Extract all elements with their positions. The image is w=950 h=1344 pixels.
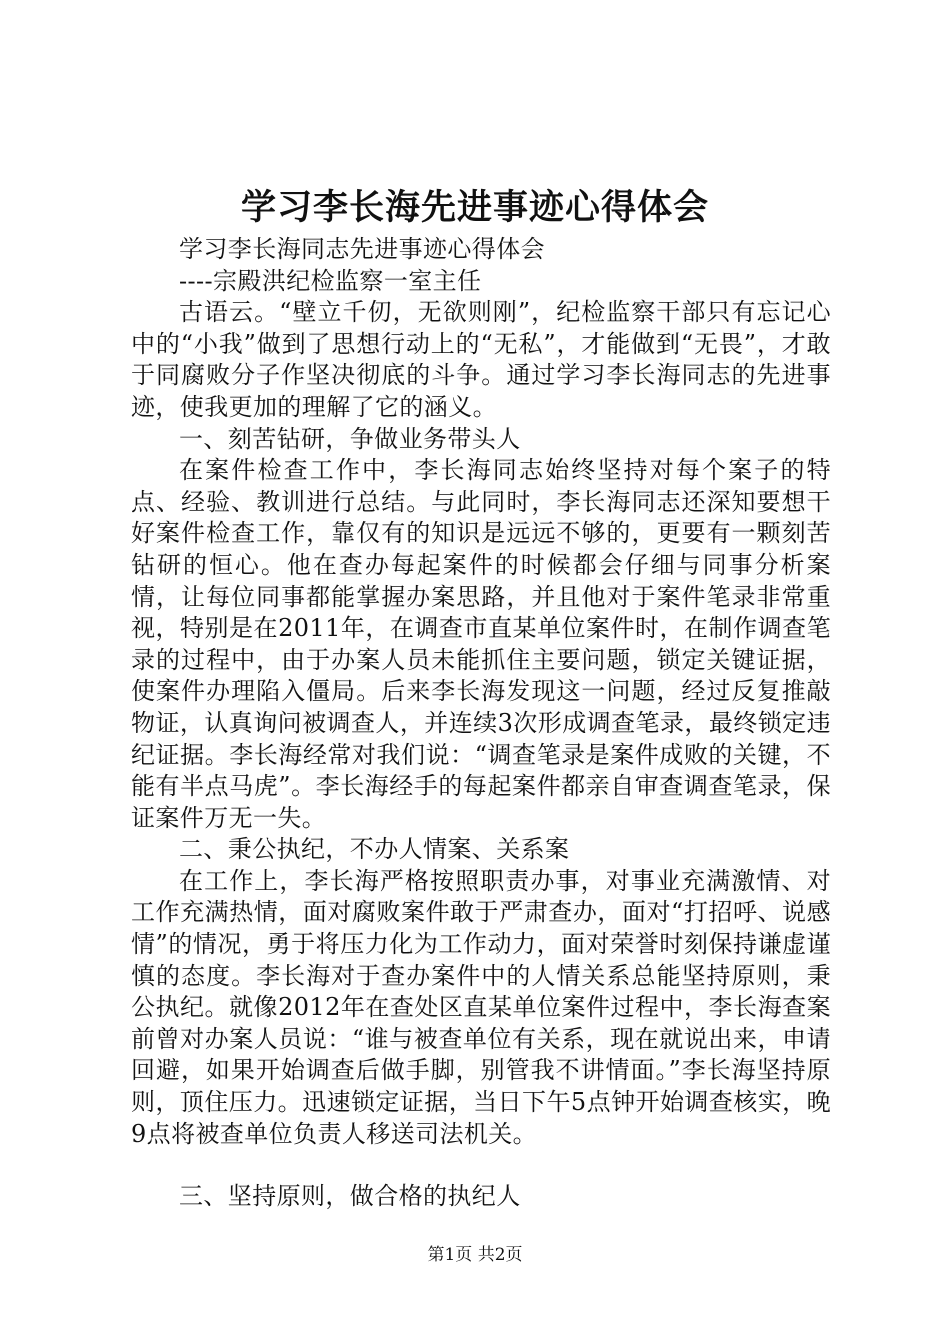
document-body — [131, 234, 831, 1213]
section-heading-1: 一、刻苦钻研，争做业务带头人 — [179, 424, 521, 453]
subtitle-paragraph: 学习李长海同志先进事迹心得体会 — [179, 235, 545, 263]
section-1-paragraph: 在案件检查工作中，李长海同志始终坚持对每个案子的特点、经验、教训进行总结。与此同时，李长海同志还深知要想干好案件检查工作，靠仅有的知识是远远不够的，更要有一颗刻苦钻研的恒心。他在查办每起案件的时候都会仔细与同事分析案情，让每位同事都能掌握办案思路，并且他对于案件笔录非常重视，特别是在2011年，在调查市直某单位案件时，在制作调查笔录的过程中，由于办案人员未能抓住主要问题，锁定关键证据，使案件办理陷入僵局。后来李长海发现这一问题，经过反复推敲物证，认真询问被调查人，并连续3次形成调查笔录，最终锁定违纪证据。李长海经常对我们说：“调查笔录是案件成败的关键，不能有半点马虎”。李长海经手的每起案件都亲自审查调查笔录，保证案件万无一失。 — [131, 456, 831, 832]
intro-paragraph: 古语云。“壁立千仞，无欲则刚”，纪检监察干部只有忘记心中的“小我”做到了思想行动上的“无私”，才能做到“无畏”，才敢于同腐败分子作坚决彻底的斗争。通过学习李长海同志的先进事迹，使我更加的理解了它的涵义。 — [131, 298, 831, 421]
section-heading-2: 二、秉公执纪，不办人情案、关系案 — [179, 835, 570, 864]
page-number-footer: 第1页 共2页 — [427, 1245, 523, 1265]
document-title: 学习李长海先进事迹心得体会 — [240, 187, 709, 228]
author-line: ----宗殿洪纪检监察一室主任 — [179, 266, 482, 295]
section-2-paragraph: 在工作上，李长海严格按照职责办事，对事业充满激情、对工作充满热情，面对腐败案件敢于严肃查办，面对“打招呼、说感情”的情况，勇于将压力化为工作动力，面对荣誉时刻保持谦虚谨慎的态度。李长海对于查办案件中的人情关系总能坚持原则，秉公执纪。就像2012年在查处区直某单位案件过程中，李长海查案前曾对办案人员说：“谁与被查单位有关系，现在就说出来，申请回避，如果开始调查后做手脚，别管我不讲情面。”李长海坚持原则，顶住压力。迅速锁定证据，当日下午5点钟开始调查核实，晚9点将被查单位负责人移送司法机关。 — [131, 866, 831, 1148]
section-heading-3: 三、坚持原则，做合格的执纪人 — [179, 1182, 521, 1211]
